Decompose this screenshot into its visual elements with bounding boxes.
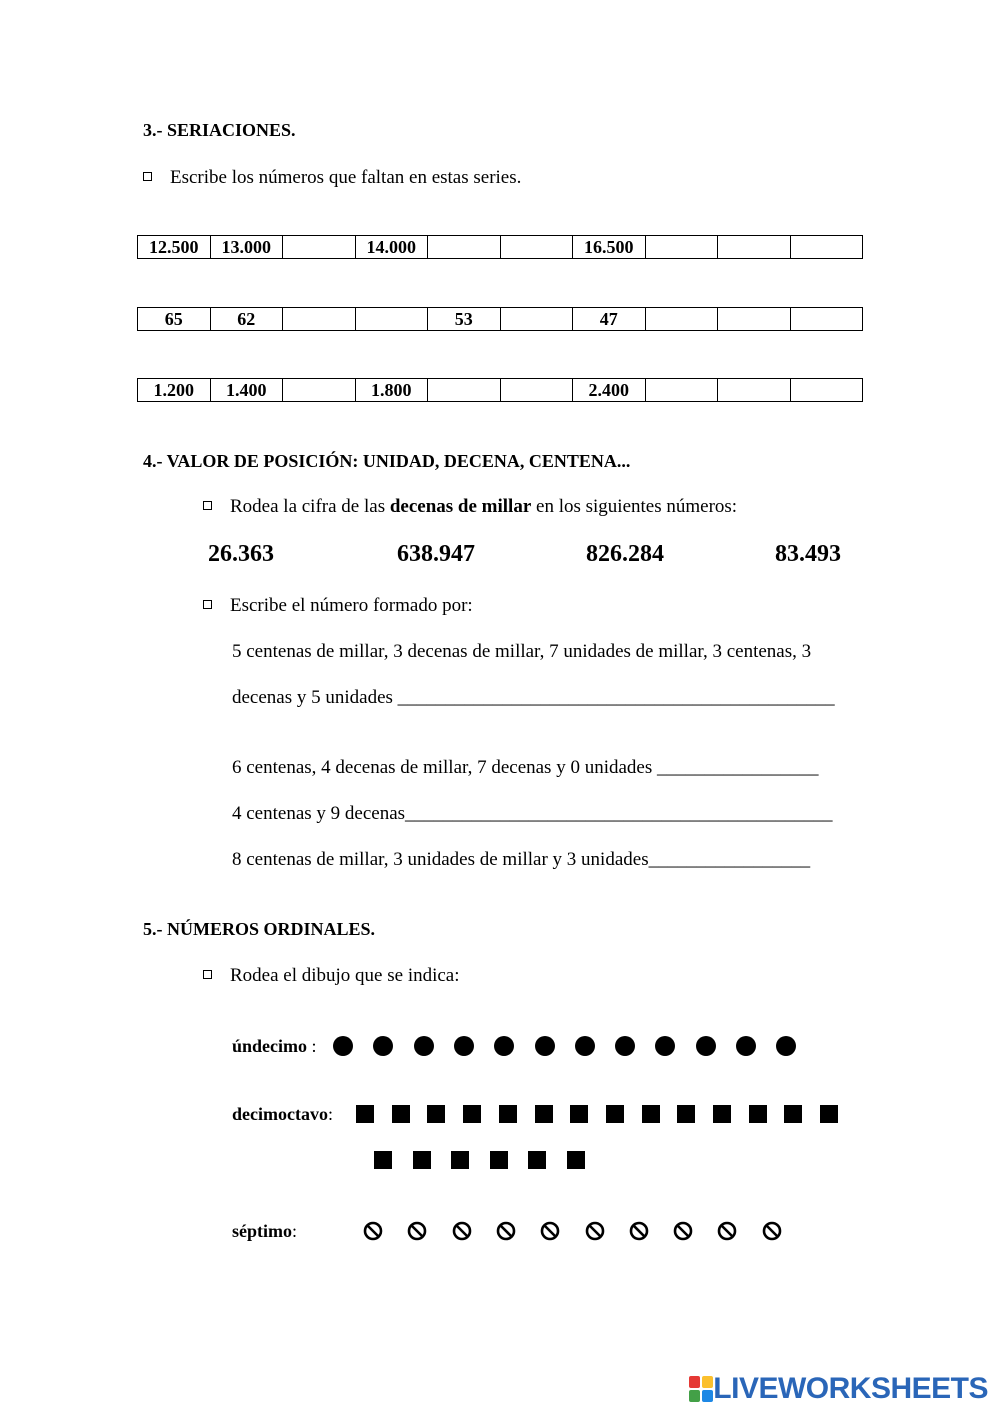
series-cell[interactable] xyxy=(718,379,791,402)
series-cell: 65 xyxy=(138,308,211,331)
circle-shape[interactable] xyxy=(454,1036,474,1056)
number-2[interactable]: 638.947 xyxy=(397,541,475,567)
series-cell[interactable] xyxy=(645,379,718,402)
circle-shape[interactable] xyxy=(575,1036,595,1056)
series-cell[interactable] xyxy=(428,379,501,402)
prohibited-icon[interactable] xyxy=(452,1221,472,1241)
series-cell: 14.000 xyxy=(355,236,428,259)
ordinal-label-undecimo xyxy=(232,1036,317,1057)
circle-shape[interactable] xyxy=(333,1036,353,1056)
square-shape[interactable] xyxy=(427,1105,445,1123)
liveworksheets-logo-icon xyxy=(689,1376,713,1402)
section-4-instruction-1 xyxy=(203,496,737,518)
series-table-2 xyxy=(137,307,863,331)
series-cell: 47 xyxy=(573,308,646,331)
prohibited-icon[interactable] xyxy=(673,1221,693,1241)
ordinal-label-text: séptimo xyxy=(232,1221,292,1241)
series-cell[interactable] xyxy=(790,308,863,331)
series-cell[interactable] xyxy=(718,236,791,259)
exercise-line-1: 5 centenas de millar, 3 decenas de millar, 7 unidades de millar, 3 centenas, 3 xyxy=(232,641,812,662)
instruction-post: en los siguientes números: xyxy=(531,496,738,517)
number-3[interactable]: 826.284 xyxy=(586,541,664,567)
series-cell[interactable] xyxy=(790,379,863,402)
section-4-instruction-2 xyxy=(203,595,473,617)
circle-shape[interactable] xyxy=(615,1036,635,1056)
checkbox-bullet-icon xyxy=(203,501,212,510)
section-5-instruction xyxy=(203,965,460,987)
exercise-line-2[interactable]: decenas y 5 unidades ______________________________________________ xyxy=(232,687,835,708)
exercise-line-3[interactable]: 6 centenas, 4 decenas de millar, 7 decenas y 0 unidades _________________ xyxy=(232,757,819,778)
prohibited-icon[interactable] xyxy=(407,1221,427,1241)
series-cell: 53 xyxy=(428,308,501,331)
instruction-bold: decenas de millar xyxy=(389,496,532,517)
number-1[interactable]: 26.363 xyxy=(208,541,274,567)
circle-shape[interactable] xyxy=(655,1036,675,1056)
section-5-title: 5.- NÚMEROS ORDINALES. xyxy=(143,919,376,939)
square-shape[interactable] xyxy=(570,1105,588,1123)
square-shape[interactable] xyxy=(535,1105,553,1123)
checkbox-bullet-icon xyxy=(203,600,212,609)
series-cell: 62 xyxy=(210,308,283,331)
square-shape[interactable] xyxy=(642,1105,660,1123)
circle-shape[interactable] xyxy=(696,1036,716,1056)
square-shape[interactable] xyxy=(356,1105,374,1123)
square-shape[interactable] xyxy=(528,1151,546,1169)
checkbox-bullet-icon xyxy=(203,970,212,979)
liveworksheets-logo xyxy=(689,1372,988,1406)
ordinal-separator: : xyxy=(327,1104,333,1124)
prohibited-icon[interactable] xyxy=(717,1221,737,1241)
ordinal-label-text: úndecimo xyxy=(232,1036,308,1056)
square-shape[interactable] xyxy=(499,1105,517,1123)
prohibited-icon[interactable] xyxy=(363,1221,383,1241)
section-3-instruction xyxy=(143,167,521,189)
series-table-3 xyxy=(137,378,863,402)
circle-shape[interactable] xyxy=(736,1036,756,1056)
series-cell[interactable] xyxy=(500,236,573,259)
instruction-text: Escribe los números que faltan en estas series. xyxy=(170,167,522,188)
series-cell[interactable] xyxy=(718,308,791,331)
series-cell[interactable] xyxy=(355,308,428,331)
series-cell: 2.400 xyxy=(573,379,646,402)
square-shape[interactable] xyxy=(374,1151,392,1169)
section-3-title: 3.- SERIACIONES. xyxy=(143,120,296,140)
series-cell: 1.200 xyxy=(138,379,211,402)
circle-shape[interactable] xyxy=(776,1036,796,1056)
prohibited-icon[interactable] xyxy=(540,1221,560,1241)
square-shape[interactable] xyxy=(606,1105,624,1123)
series-cell[interactable] xyxy=(645,236,718,259)
circle-shape[interactable] xyxy=(535,1036,555,1056)
series-cell[interactable] xyxy=(428,236,501,259)
series-cell: 1.800 xyxy=(355,379,428,402)
prohibited-icon[interactable] xyxy=(496,1221,516,1241)
number-4[interactable]: 83.493 xyxy=(775,541,841,567)
series-table-1 xyxy=(137,235,863,259)
series-cell[interactable] xyxy=(790,236,863,259)
exercise-line-4[interactable]: 4 centenas y 9 decenas_____________________________________________ xyxy=(232,803,833,824)
prohibited-icon[interactable] xyxy=(762,1221,782,1241)
checkbox-bullet-icon xyxy=(143,172,152,181)
series-cell: 16.500 xyxy=(573,236,646,259)
circle-shape[interactable] xyxy=(494,1036,514,1056)
square-shape[interactable] xyxy=(820,1105,838,1123)
series-cell[interactable] xyxy=(283,308,356,331)
series-cell: 13.000 xyxy=(210,236,283,259)
series-cell: 1.400 xyxy=(210,379,283,402)
square-shape[interactable] xyxy=(677,1105,695,1123)
instruction-text: Escribe el número formado por: xyxy=(230,595,473,616)
circle-shape[interactable] xyxy=(414,1036,434,1056)
instruction-pre: Rodea la cifra de las xyxy=(230,496,390,517)
prohibited-icon[interactable] xyxy=(629,1221,649,1241)
series-cell[interactable] xyxy=(283,236,356,259)
square-shape[interactable] xyxy=(749,1105,767,1123)
square-shape[interactable] xyxy=(567,1151,585,1169)
series-cell[interactable] xyxy=(283,379,356,402)
series-cell: 12.500 xyxy=(138,236,211,259)
square-shape[interactable] xyxy=(392,1105,410,1123)
section-4-title: 4.- VALOR DE POSICIÓN: UNIDAD, DECENA, CENTENA... xyxy=(143,451,631,471)
ordinal-label-septimo xyxy=(232,1221,297,1242)
square-shape[interactable] xyxy=(451,1151,469,1169)
series-cell[interactable] xyxy=(500,379,573,402)
ordinal-label-text: decimoctavo xyxy=(232,1104,328,1124)
square-shape[interactable] xyxy=(784,1105,802,1123)
prohibited-icon[interactable] xyxy=(585,1221,605,1241)
square-shape[interactable] xyxy=(713,1105,731,1123)
ordinal-separator: : xyxy=(292,1221,298,1241)
series-cell[interactable] xyxy=(500,308,573,331)
square-shape[interactable] xyxy=(490,1151,508,1169)
liveworksheets-logo-text: LIVEWORKSHEETS xyxy=(713,1372,988,1405)
circle-shape[interactable] xyxy=(373,1036,393,1056)
square-shape[interactable] xyxy=(463,1105,481,1123)
ordinal-label-decimoctavo xyxy=(232,1104,333,1125)
series-cell[interactable] xyxy=(645,308,718,331)
instruction-text: Rodea el dibujo que se indica: xyxy=(230,965,460,986)
ordinal-separator: : xyxy=(307,1036,317,1056)
square-shape[interactable] xyxy=(413,1151,431,1169)
exercise-line-5[interactable]: 8 centenas de millar, 3 unidades de millar y 3 unidades_________________ xyxy=(232,849,811,870)
